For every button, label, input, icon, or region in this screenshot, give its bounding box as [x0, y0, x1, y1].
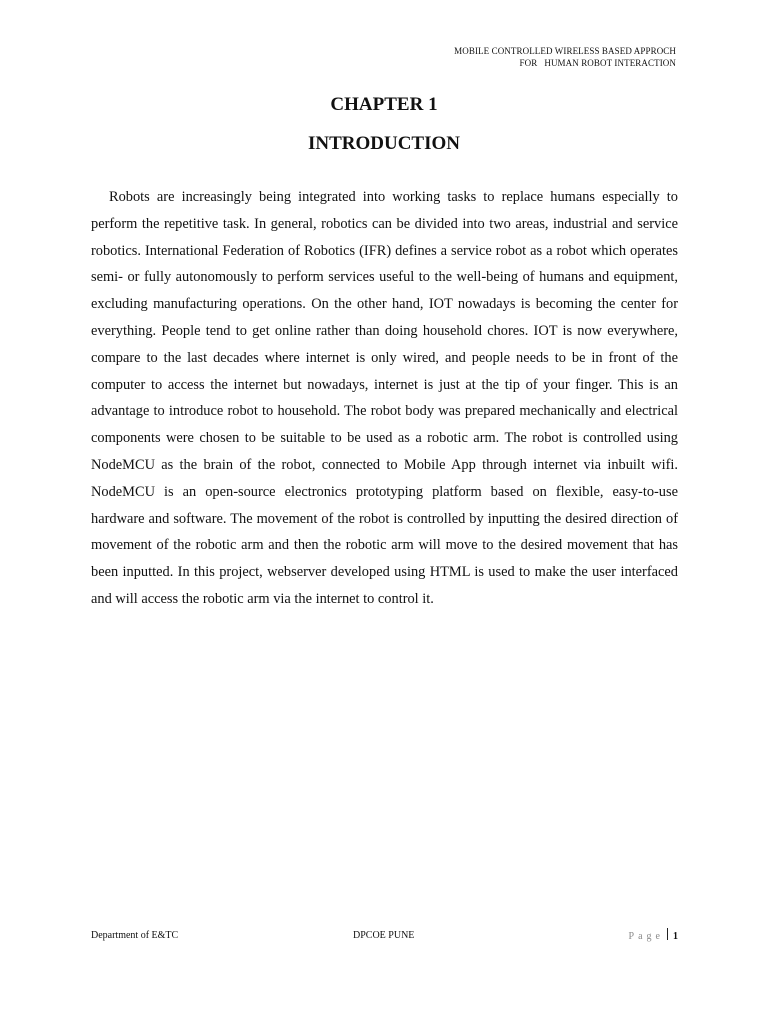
footer-page-number: 1: [673, 931, 678, 942]
running-header-line-2: FOR HUMAN ROBOT INTERACTION: [519, 58, 676, 68]
footer-page-label: Page: [628, 931, 664, 942]
body-paragraph: Robots are increasingly being integrated into working tasks to replace humans especially to perform the repetitive task. In general, robotics can be divided into two areas, industrial and service robotics. International Federation of Robotics (IFR) defines a service robot as a robot which operates semi- or fully autonomously to perform services useful to the well-being of humans and equipment, excluding manufacturing operations. On the other hand, IOT nowadays is becoming the center for everything. People tend to get online rather than doing household chores. IOT is now everywhere, compare to the last decades where internet is only wired, and people needs to be in front of the computer to access the internet but nowadays, internet is just at the tip of your finger. This is an advantage to introduce robot to household. The robot body was prepared mechanically and electrical components were chosen to be suitable to be used as a robotic arm. The robot is controlled using NodeMCU as the brain of the robot, connected to Mobile App through internet via inbuilt wifi. NodeMCU is an open-source electronics prototyping platform based on flexible, easy-to-use hardware and software. The movement of the robot is controlled by inputting the desired direction of movement of the robotic arm and then the robotic arm will move to the desired movement that has been inputted. In this project, webserver developed using HTML is used to make the user interfaced and will access the robotic arm via the internet to control it.: [91, 189, 678, 607]
chapter-number: CHAPTER 1: [330, 94, 438, 115]
footer-page-indicator: [629, 928, 678, 945]
footer-page-separator: [667, 928, 668, 940]
footer-department: Department of E&TC: [91, 930, 179, 941]
page-footer: [91, 928, 678, 944]
chapter-title: INTRODUCTION: [307, 133, 461, 154]
footer-institute: DPCOE PUNE: [353, 930, 415, 941]
running-header: [454, 45, 676, 69]
running-header-line-1: MOBILE CONTROLLED WIRELESS BASED APPROCH: [454, 46, 676, 56]
